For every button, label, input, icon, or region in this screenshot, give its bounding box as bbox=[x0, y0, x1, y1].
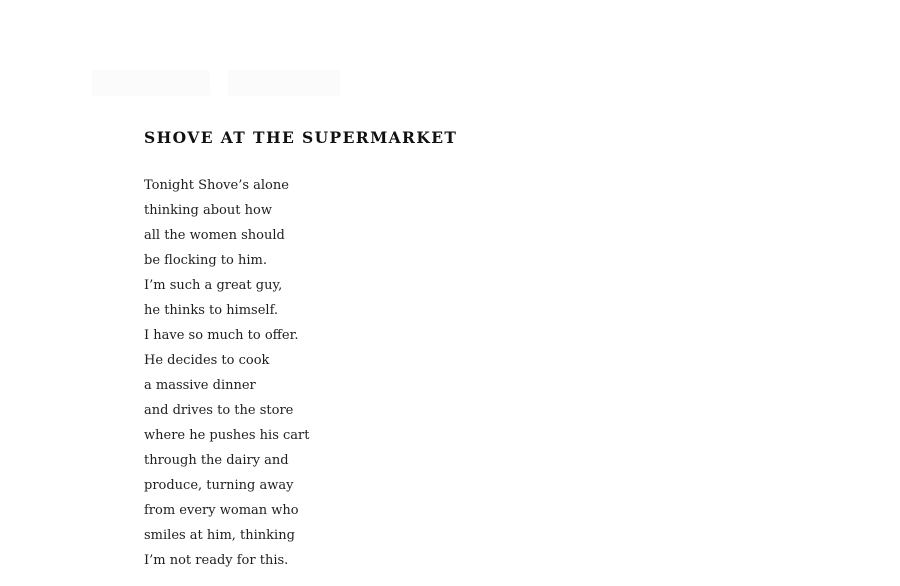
poem-line: He decides to cook bbox=[144, 353, 270, 368]
poem-line: thinking about how bbox=[144, 203, 272, 218]
poem-line: produce, turning away bbox=[144, 478, 294, 493]
poem-line: from every woman who bbox=[144, 503, 299, 518]
poem-title: SHOVE AT THE SUPERMARKET bbox=[144, 128, 458, 147]
poem-line: he thinks to himself. bbox=[144, 303, 279, 318]
poem-line: smiles at him, thinking bbox=[144, 528, 295, 543]
poem-line: Tonight Shove’s alone bbox=[144, 178, 289, 193]
poem-line: and drives to the store bbox=[144, 403, 294, 418]
faded-header-block bbox=[92, 70, 210, 96]
poem-line: be flocking to him. bbox=[144, 253, 267, 268]
poem-line: a massive dinner bbox=[144, 378, 256, 393]
faded-header-block bbox=[228, 70, 340, 96]
poem-line: I’m not ready for this. bbox=[144, 553, 289, 568]
poem-line: all the women should bbox=[144, 228, 285, 243]
poem bbox=[144, 128, 744, 568]
poem-line: I have so much to offer. bbox=[144, 328, 299, 343]
poem-line: where he pushes his cart bbox=[144, 428, 310, 443]
poem-line: I’m such a great guy, bbox=[144, 278, 283, 293]
poem-body bbox=[144, 176, 309, 576]
poem-line: through the dairy and bbox=[144, 453, 289, 468]
faded-header bbox=[92, 66, 342, 100]
